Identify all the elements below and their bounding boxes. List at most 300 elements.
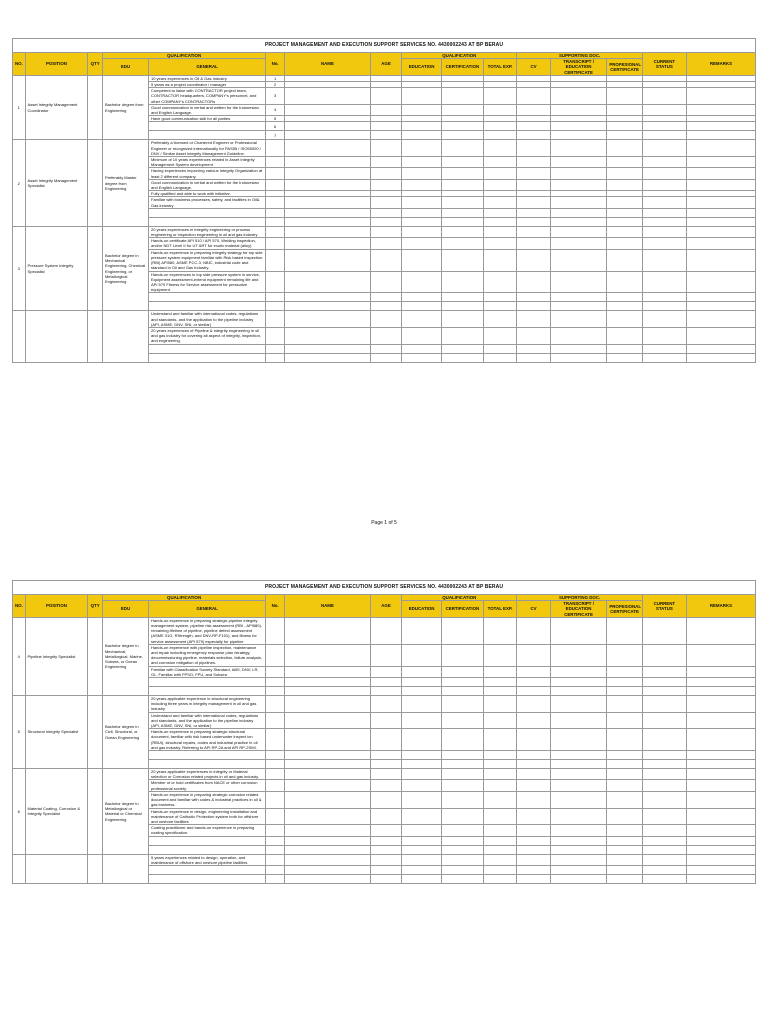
candidate-number xyxy=(266,208,285,217)
col-qty: QTY xyxy=(88,595,103,618)
empty-cell xyxy=(517,293,550,302)
empty-cell xyxy=(607,197,643,208)
empty-cell xyxy=(686,327,755,344)
empty-cell xyxy=(607,293,643,302)
empty-cell xyxy=(483,271,517,293)
candidate-number xyxy=(266,238,285,249)
candidate-number xyxy=(266,168,285,179)
empty-cell xyxy=(370,791,401,808)
empty-cell xyxy=(402,197,442,208)
empty-cell xyxy=(285,854,371,865)
empty-cell xyxy=(370,696,401,713)
empty-cell xyxy=(285,271,371,293)
candidate-number xyxy=(266,271,285,293)
position-name: Material Coating, Corrosion & Integrity Specialist xyxy=(25,769,88,854)
empty-cell xyxy=(441,140,483,157)
table-row xyxy=(13,311,756,328)
general-requirement: 20 years applicable experiences in integrity or Material selection or Corrosion related projects in oil and gas industry. xyxy=(149,769,266,780)
empty-cell xyxy=(686,854,755,865)
position-number: 4 xyxy=(13,617,26,695)
empty-cell xyxy=(402,845,442,854)
position-number xyxy=(13,854,26,883)
empty-cell xyxy=(483,293,517,302)
col-certification: CERTIFICATION xyxy=(441,601,483,618)
document-title-2: PROJECT MANAGEMENT AND EXECUTION SUPPORT SERVICES NO. 4430002243 AT BP BERAU xyxy=(12,580,756,594)
empty-cell xyxy=(441,874,483,883)
empty-cell xyxy=(370,238,401,249)
position-name: Pressure System Integrity Specialist xyxy=(25,226,88,310)
empty-cell xyxy=(607,344,643,353)
general-requirement: Hands-on experience in preparing strategic structural document, familiar with risk based underwater inspect ion (RBUI), structural repairs, codes and industrial practice in oil and gas industry. Referring to API RP-2A and API RP-2SIM. xyxy=(149,729,266,751)
empty-cell xyxy=(285,678,371,687)
empty-cell xyxy=(642,353,686,362)
general-requirement: Member of or hold certificates from NACE or other corrosion professional society. xyxy=(149,780,266,791)
empty-cell xyxy=(607,226,643,237)
position-qty xyxy=(88,311,103,362)
empty-cell xyxy=(441,293,483,302)
empty-cell xyxy=(483,131,517,140)
empty-cell xyxy=(607,678,643,687)
candidate-number xyxy=(266,865,285,874)
empty-cell xyxy=(642,696,686,713)
empty-cell xyxy=(607,327,643,344)
empty-cell xyxy=(370,729,401,751)
empty-cell xyxy=(285,769,371,780)
empty-cell xyxy=(285,729,371,751)
candidate-number xyxy=(266,836,285,845)
position-edu: Bachelor degree in Mechanical Engineering, Chemical Engineering, or Metallurgical Engineering xyxy=(102,226,148,310)
empty-cell xyxy=(550,104,607,115)
empty-cell xyxy=(402,88,442,105)
empty-cell xyxy=(686,644,755,666)
empty-cell xyxy=(370,208,401,217)
empty-cell xyxy=(370,808,401,825)
position-number: 3 xyxy=(13,226,26,310)
empty-cell xyxy=(686,249,755,271)
empty-cell xyxy=(285,327,371,344)
empty-cell xyxy=(402,617,442,644)
position-name xyxy=(25,854,88,883)
empty-cell xyxy=(686,760,755,769)
general-requirement xyxy=(149,760,266,769)
empty-cell xyxy=(517,353,550,362)
candidate-number xyxy=(266,845,285,854)
empty-cell xyxy=(483,854,517,865)
empty-cell xyxy=(607,845,643,854)
table-row xyxy=(13,140,756,157)
empty-cell xyxy=(607,836,643,845)
general-requirement: Coating practitioner and hands-on experience in preparing coating specification. xyxy=(149,825,266,836)
empty-cell xyxy=(517,226,550,237)
empty-cell xyxy=(517,666,550,677)
empty-cell xyxy=(517,131,550,140)
empty-cell xyxy=(441,208,483,217)
empty-cell xyxy=(285,293,371,302)
empty-cell xyxy=(370,168,401,179)
empty-cell xyxy=(370,617,401,644)
empty-cell xyxy=(517,217,550,226)
empty-cell xyxy=(285,197,371,208)
empty-cell xyxy=(441,179,483,190)
empty-cell xyxy=(370,157,401,168)
empty-cell xyxy=(441,760,483,769)
empty-cell xyxy=(483,825,517,836)
candidate-number xyxy=(266,687,285,696)
general-requirement: 20 years experiences in integrity engineering or process engineering or inspection engineering in oil and gas industry xyxy=(149,226,266,237)
empty-cell xyxy=(402,217,442,226)
col-general: GENERAL xyxy=(149,59,266,76)
empty-cell xyxy=(370,271,401,293)
empty-cell xyxy=(441,644,483,666)
empty-cell xyxy=(402,751,442,760)
empty-cell xyxy=(642,712,686,729)
empty-cell xyxy=(370,104,401,115)
empty-cell xyxy=(483,197,517,208)
empty-cell xyxy=(607,644,643,666)
general-requirement xyxy=(149,344,266,353)
empty-cell xyxy=(642,249,686,271)
col-education: EDUCATION xyxy=(402,59,442,76)
general-requirement xyxy=(149,122,266,131)
empty-cell xyxy=(483,836,517,845)
empty-cell xyxy=(607,353,643,362)
empty-cell xyxy=(686,302,755,311)
empty-cell xyxy=(517,836,550,845)
empty-cell xyxy=(441,226,483,237)
empty-cell xyxy=(607,208,643,217)
empty-cell xyxy=(550,760,607,769)
empty-cell xyxy=(483,874,517,883)
table-row xyxy=(13,226,756,237)
position-qty xyxy=(88,226,103,310)
empty-cell xyxy=(370,825,401,836)
empty-cell xyxy=(686,140,755,157)
empty-cell xyxy=(441,249,483,271)
empty-cell xyxy=(402,168,442,179)
empty-cell xyxy=(550,769,607,780)
empty-cell xyxy=(483,353,517,362)
empty-cell xyxy=(441,845,483,854)
empty-cell xyxy=(370,217,401,226)
general-requirement: 20 years applicable experience in structural engineering including three years in integrity management in oil and gas industry xyxy=(149,696,266,713)
general-requirement xyxy=(149,293,266,302)
general-requirement: 5 years experiences related to design, operation, and maintenance of offshore and onshore pipeline facilities xyxy=(149,854,266,865)
empty-cell xyxy=(642,865,686,874)
empty-cell xyxy=(402,311,442,328)
empty-cell xyxy=(642,836,686,845)
general-requirement xyxy=(149,845,266,854)
general-requirement: Understand and familiar with international codes, regulations and standards, and the application to the pipeline industry (API, ASME, DNV, SNI, or similar) xyxy=(149,311,266,328)
table-row xyxy=(13,696,756,713)
empty-cell xyxy=(550,845,607,854)
empty-cell xyxy=(370,131,401,140)
empty-cell xyxy=(402,271,442,293)
empty-cell xyxy=(517,122,550,131)
position-edu: Preferably Master degree from Engineering xyxy=(102,140,148,226)
col-edu: EDU xyxy=(102,601,148,618)
candidate-number xyxy=(266,760,285,769)
empty-cell xyxy=(402,302,442,311)
position-name: Pipeline Integrity Specialist xyxy=(25,617,88,695)
empty-cell xyxy=(607,854,643,865)
empty-cell xyxy=(607,712,643,729)
empty-cell xyxy=(370,760,401,769)
empty-cell xyxy=(642,140,686,157)
empty-cell xyxy=(441,780,483,791)
empty-cell xyxy=(550,865,607,874)
empty-cell xyxy=(370,88,401,105)
empty-cell xyxy=(441,122,483,131)
empty-cell xyxy=(686,131,755,140)
col-qualification: QUALIFICATION xyxy=(102,53,265,59)
candidate-number xyxy=(266,197,285,208)
empty-cell xyxy=(517,696,550,713)
empty-cell xyxy=(550,751,607,760)
general-requirement xyxy=(149,874,266,883)
general-requirement: Have good communication skill for all parties xyxy=(149,116,266,122)
empty-cell xyxy=(517,344,550,353)
empty-cell xyxy=(607,666,643,677)
col-no: NO. xyxy=(13,595,26,618)
empty-cell xyxy=(402,249,442,271)
empty-cell xyxy=(642,208,686,217)
position-edu xyxy=(102,311,148,362)
empty-cell xyxy=(642,131,686,140)
candidate-number xyxy=(266,678,285,687)
col-num: No. xyxy=(266,53,285,76)
candidate-number xyxy=(266,854,285,865)
empty-cell xyxy=(550,311,607,328)
empty-cell xyxy=(686,836,755,845)
empty-cell xyxy=(550,825,607,836)
position-name: Asset Integrity Management Specialist xyxy=(25,140,88,226)
empty-cell xyxy=(483,729,517,751)
empty-cell xyxy=(370,122,401,131)
empty-cell xyxy=(285,780,371,791)
position-edu: Bachelor degree in Metallurgical or Material or Chemical Engineering xyxy=(102,769,148,854)
empty-cell xyxy=(402,104,442,115)
empty-cell xyxy=(483,226,517,237)
table-row xyxy=(13,854,756,865)
candidate-number xyxy=(266,644,285,666)
empty-cell xyxy=(285,874,371,883)
col-age: AGE xyxy=(370,595,401,618)
empty-cell xyxy=(402,140,442,157)
candidate-number: 3 xyxy=(266,88,285,105)
position-name xyxy=(25,311,88,362)
empty-cell xyxy=(483,712,517,729)
empty-cell xyxy=(285,696,371,713)
empty-cell xyxy=(285,238,371,249)
document-title: PROJECT MANAGEMENT AND EXECUTION SUPPORT SERVICES NO. 4430002243 AT BP BERAU xyxy=(12,38,756,52)
candidate-number xyxy=(266,157,285,168)
empty-cell xyxy=(285,687,371,696)
empty-cell xyxy=(517,271,550,293)
empty-cell xyxy=(483,644,517,666)
empty-cell xyxy=(642,217,686,226)
empty-cell xyxy=(607,122,643,131)
position-qty xyxy=(88,617,103,695)
col-remarks: REMARKS xyxy=(686,53,755,76)
empty-cell xyxy=(441,712,483,729)
candidate-number xyxy=(266,140,285,157)
empty-cell xyxy=(285,791,371,808)
empty-cell xyxy=(642,197,686,208)
general-requirement xyxy=(149,678,266,687)
empty-cell xyxy=(402,131,442,140)
empty-cell xyxy=(370,302,401,311)
empty-cell xyxy=(517,157,550,168)
empty-cell xyxy=(642,344,686,353)
empty-cell xyxy=(607,751,643,760)
general-requirement: 10 years experiences in Oil & Gas Industry xyxy=(149,75,266,81)
empty-cell xyxy=(686,168,755,179)
empty-cell xyxy=(686,122,755,131)
empty-cell xyxy=(441,808,483,825)
empty-cell xyxy=(402,678,442,687)
empty-cell xyxy=(370,678,401,687)
empty-cell xyxy=(686,353,755,362)
empty-cell xyxy=(550,302,607,311)
empty-cell xyxy=(550,293,607,302)
empty-cell xyxy=(441,344,483,353)
empty-cell xyxy=(483,168,517,179)
empty-cell xyxy=(483,179,517,190)
col-supporting: SUPPORTING DOC. xyxy=(517,53,643,59)
empty-cell xyxy=(642,157,686,168)
qualification-table-p2 xyxy=(12,594,756,884)
col-cv: CV xyxy=(517,59,550,76)
empty-cell xyxy=(402,226,442,237)
empty-cell xyxy=(483,845,517,854)
page-number: Page 1 of 5 xyxy=(371,520,397,526)
candidate-number xyxy=(266,302,285,311)
empty-cell xyxy=(402,353,442,362)
empty-cell xyxy=(642,845,686,854)
empty-cell xyxy=(402,825,442,836)
empty-cell xyxy=(686,696,755,713)
empty-cell xyxy=(517,678,550,687)
general-requirement xyxy=(149,865,266,874)
empty-cell xyxy=(607,131,643,140)
candidate-number xyxy=(266,327,285,344)
col-qual2: QUALIFICATION xyxy=(402,53,517,59)
empty-cell xyxy=(607,780,643,791)
empty-cell xyxy=(483,780,517,791)
empty-cell xyxy=(517,168,550,179)
empty-cell xyxy=(441,729,483,751)
col-qualification: QUALIFICATION xyxy=(102,595,265,601)
empty-cell xyxy=(285,226,371,237)
empty-cell xyxy=(285,353,371,362)
candidate-number xyxy=(266,249,285,271)
position-name: Asset Integrity Management Coordinator xyxy=(25,75,88,140)
col-cv: CV xyxy=(517,601,550,618)
empty-cell xyxy=(550,179,607,190)
general-requirement xyxy=(149,836,266,845)
empty-cell xyxy=(370,311,401,328)
empty-cell xyxy=(550,140,607,157)
general-requirement: Good communication in verbal and written for the Indonesian and English Language. xyxy=(149,179,266,190)
general-requirement xyxy=(149,751,266,760)
empty-cell xyxy=(642,179,686,190)
table-row xyxy=(13,769,756,780)
empty-cell xyxy=(285,104,371,115)
col-professional: PROFESIONAL CERTIFICATE xyxy=(607,59,643,76)
empty-cell xyxy=(550,226,607,237)
empty-cell xyxy=(402,874,442,883)
empty-cell xyxy=(517,238,550,249)
candidate-number xyxy=(266,179,285,190)
empty-cell xyxy=(370,836,401,845)
empty-cell xyxy=(402,293,442,302)
empty-cell xyxy=(607,687,643,696)
empty-cell xyxy=(550,344,607,353)
col-transcript: TRANSCRIPT / EDUCATION CERTIFICATE xyxy=(550,59,607,76)
position-name: Structural Integrity Specialist xyxy=(25,696,88,769)
candidate-number xyxy=(266,696,285,713)
empty-cell xyxy=(285,122,371,131)
empty-cell xyxy=(550,271,607,293)
empty-cell xyxy=(686,845,755,854)
empty-cell xyxy=(517,311,550,328)
empty-cell xyxy=(370,197,401,208)
general-requirement: Having experiences improving various Integrity Organization at least 2 different company. xyxy=(149,168,266,179)
empty-cell xyxy=(402,344,442,353)
position-number xyxy=(13,311,26,362)
candidate-number: 1 xyxy=(266,75,285,81)
empty-cell xyxy=(550,249,607,271)
empty-cell xyxy=(370,780,401,791)
empty-cell xyxy=(483,808,517,825)
candidate-number xyxy=(266,344,285,353)
candidate-number xyxy=(266,311,285,328)
empty-cell xyxy=(441,302,483,311)
empty-cell xyxy=(402,644,442,666)
empty-cell xyxy=(402,760,442,769)
empty-cell xyxy=(686,238,755,249)
empty-cell xyxy=(686,293,755,302)
empty-cell xyxy=(642,168,686,179)
general-requirement: Fully qualified and able to work with initiative. xyxy=(149,191,266,197)
empty-cell xyxy=(686,874,755,883)
empty-cell xyxy=(607,769,643,780)
empty-cell xyxy=(607,238,643,249)
col-qty: QTY xyxy=(88,53,103,76)
empty-cell xyxy=(285,865,371,874)
empty-cell xyxy=(483,760,517,769)
empty-cell xyxy=(441,238,483,249)
empty-cell xyxy=(402,666,442,677)
candidate-number: 2 xyxy=(266,82,285,88)
candidate-number xyxy=(266,226,285,237)
empty-cell xyxy=(402,729,442,751)
empty-cell xyxy=(285,751,371,760)
empty-cell xyxy=(517,249,550,271)
col-current-status: CURRENT STATUS xyxy=(642,53,686,76)
empty-cell xyxy=(285,217,371,226)
empty-cell xyxy=(607,617,643,644)
empty-cell xyxy=(517,874,550,883)
empty-cell xyxy=(441,687,483,696)
empty-cell xyxy=(402,791,442,808)
empty-cell xyxy=(402,238,442,249)
general-requirement: Hands-on experience in preparing strategic corrosion related document and familiar with codes & industrial practices in oil & gas business. xyxy=(149,791,266,808)
empty-cell xyxy=(370,226,401,237)
empty-cell xyxy=(517,140,550,157)
empty-cell xyxy=(642,122,686,131)
empty-cell xyxy=(285,249,371,271)
